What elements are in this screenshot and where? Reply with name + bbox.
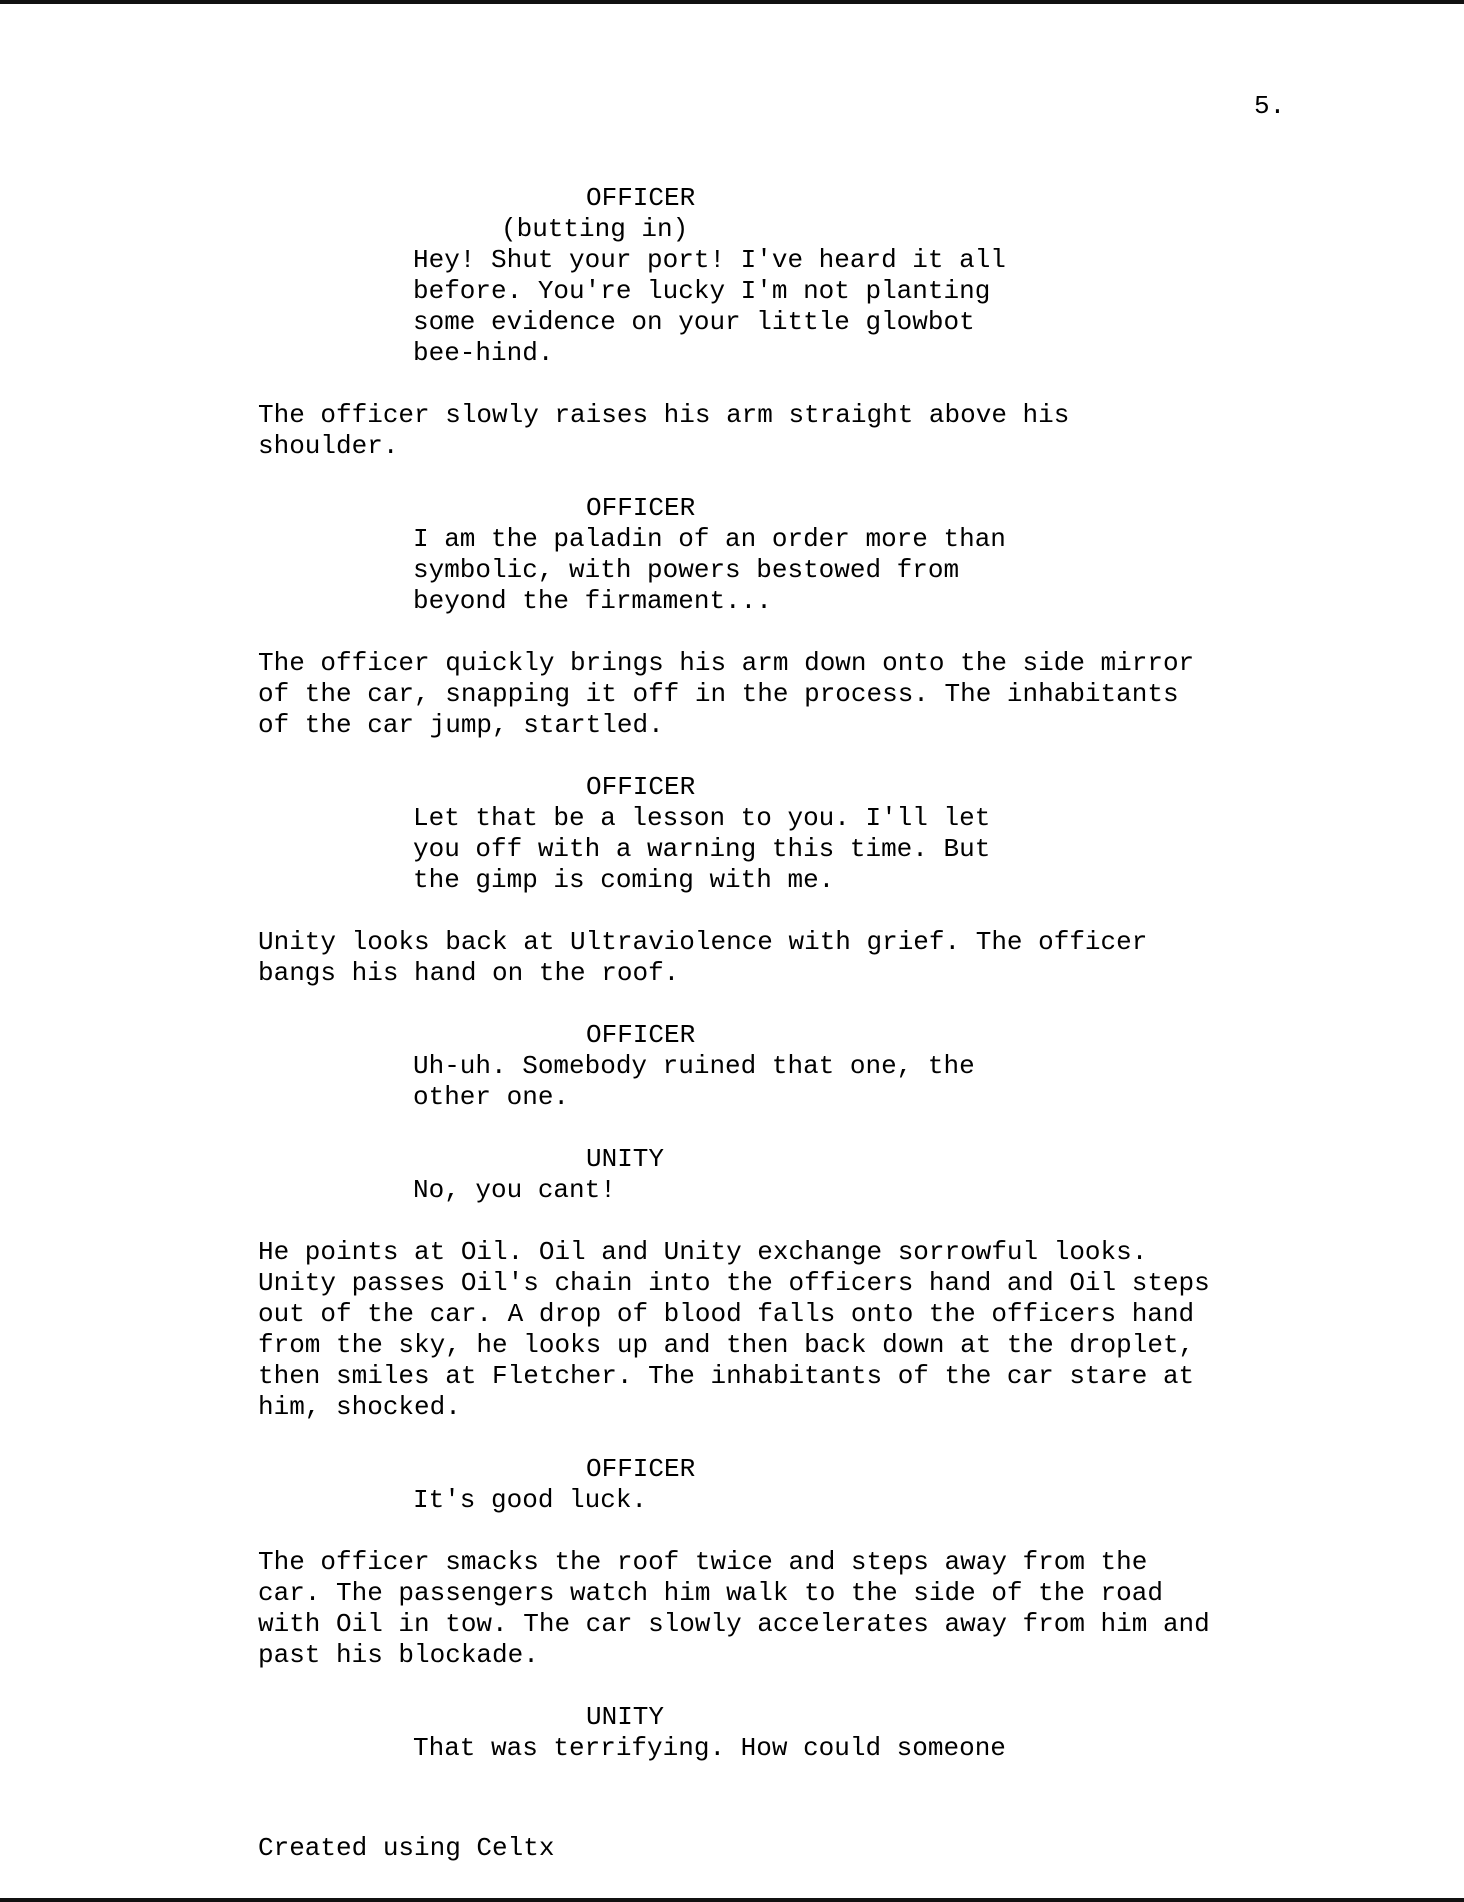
script-line: I am the paladin of an order more than — [413, 524, 1006, 554]
script-line: of the car jump, startled. — [258, 710, 664, 740]
script-line: Unity looks back at Ultraviolence with grief. The officer — [258, 927, 1148, 957]
action-block — [258, 927, 1338, 989]
dialogue-block — [413, 1051, 1113, 1113]
blank-line — [258, 617, 1358, 648]
script-line: from the sky, he looks up and then back down at the droplet, — [258, 1330, 1195, 1360]
blank-line — [258, 1423, 1358, 1454]
script-line: The officer smacks the roof twice and steps away from the — [258, 1547, 1148, 1577]
script-line: The officer slowly raises his arm straight above his — [258, 400, 1070, 430]
character-cue: OFFICER — [586, 183, 696, 213]
script-line: symbolic, with powers bestowed from — [413, 555, 960, 585]
parenthetical: (butting in) — [501, 214, 689, 244]
script-line: other one. — [413, 1082, 570, 1112]
dialogue-block — [413, 803, 1113, 896]
script-line: That was terrifying. How could someone — [413, 1733, 1006, 1763]
script-line: Uh-uh. Somebody ruined that one, the — [413, 1051, 975, 1081]
script-line: Hey! Shut your port! I've heard it all — [413, 245, 1006, 275]
script-line: car. The passengers watch him walk to the side of the road — [258, 1578, 1163, 1608]
script-line: some evidence on your little glowbot — [413, 307, 975, 337]
screenplay-body — [258, 183, 1358, 1764]
dialogue-block — [413, 524, 1113, 617]
character-cue: UNITY — [586, 1702, 665, 1732]
character-cue: OFFICER — [586, 1020, 696, 1050]
footer-credit: Created using Celtx — [258, 1833, 555, 1863]
action-block — [258, 400, 1338, 462]
script-line: bee-hind. — [413, 338, 554, 368]
character-cue: OFFICER — [586, 1454, 696, 1484]
blank-line — [258, 1206, 1358, 1237]
script-line: out of the car. A drop of blood falls onto the officers hand — [258, 1299, 1195, 1329]
script-line: beyond the firmament... — [413, 586, 772, 616]
script-line: shoulder. — [258, 431, 399, 461]
script-line: you off with a warning this time. But — [413, 834, 991, 864]
blank-line — [258, 989, 1358, 1020]
dialogue-block — [413, 1733, 1113, 1764]
script-line: He points at Oil. Oil and Unity exchange sorrowful looks. — [258, 1237, 1148, 1267]
script-line: before. You're lucky I'm not planting — [413, 276, 991, 306]
script-line: Let that be a lesson to you. I'll let — [413, 803, 991, 833]
blank-line — [258, 896, 1358, 927]
blank-line — [258, 369, 1358, 400]
script-line: then smiles at Fletcher. The inhabitants of the car stare at — [258, 1361, 1195, 1391]
script-line: Unity passes Oil's chain into the officers hand and Oil steps — [258, 1268, 1210, 1298]
script-line: with Oil in tow. The car slowly accelerates away from him and — [258, 1609, 1210, 1639]
script-line: No, you cant! — [413, 1175, 616, 1205]
script-line: of the car, snapping it off in the process. The inhabitants — [258, 679, 1179, 709]
script-line: bangs his hand on the roof. — [258, 958, 680, 988]
script-line: him, shocked. — [258, 1392, 461, 1422]
blank-line — [258, 1516, 1358, 1547]
action-block — [258, 648, 1338, 741]
dialogue-block — [413, 1485, 1113, 1516]
blank-line — [258, 1671, 1358, 1702]
blank-line — [258, 741, 1358, 772]
dialogue-block — [413, 245, 1113, 369]
character-cue: UNITY — [586, 1144, 665, 1174]
dialogue-block — [413, 1175, 1113, 1206]
bottom-border — [0, 1898, 1464, 1902]
blank-line — [258, 1113, 1358, 1144]
page-number: 5. — [1254, 91, 1286, 121]
script-line: It's good luck. — [413, 1485, 648, 1515]
script-line: The officer quickly brings his arm down onto the side mirror — [258, 648, 1195, 678]
action-block — [258, 1237, 1338, 1423]
script-line: the gimp is coming with me. — [413, 865, 835, 895]
script-line: past his blockade. — [258, 1640, 539, 1670]
blank-line — [258, 462, 1358, 493]
character-cue: OFFICER — [586, 493, 696, 523]
character-cue: OFFICER — [586, 772, 696, 802]
action-block — [258, 1547, 1338, 1671]
top-border — [0, 0, 1464, 4]
